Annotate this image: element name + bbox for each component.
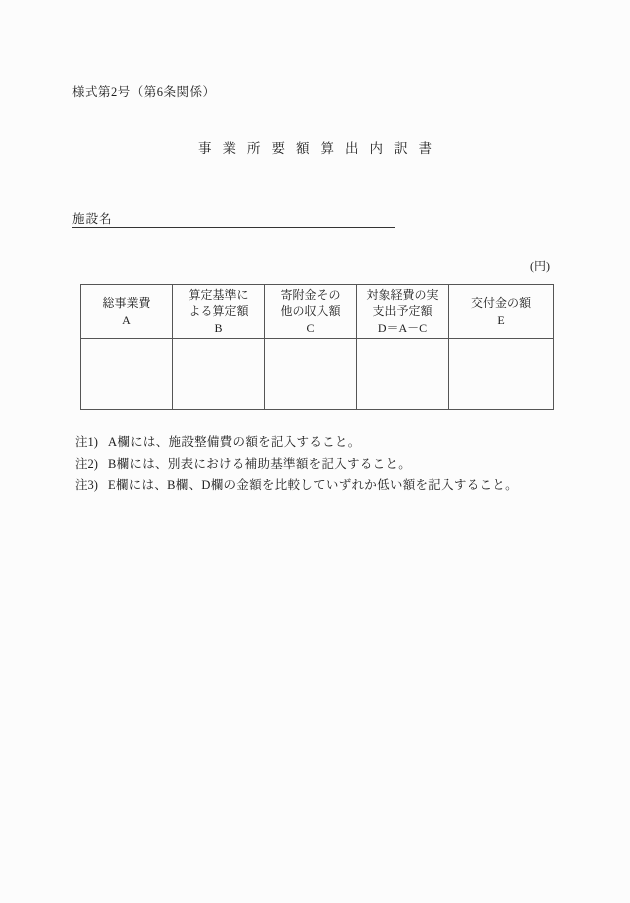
col-header-line: 支出予定額 xyxy=(372,304,433,319)
footnote-text: B欄には、別表における補助基準額を記入すること。 xyxy=(108,456,412,471)
col-header-code: E xyxy=(497,312,505,327)
footnote-label: 注2) xyxy=(75,456,98,471)
page-title: 事業所要額算出内訳書 xyxy=(198,141,443,156)
col-header-line: よる算定額 xyxy=(188,304,249,319)
col-header-code: B xyxy=(214,320,223,335)
col-header-line: 他の収入額 xyxy=(280,304,341,319)
col-header-line: 総事業費 xyxy=(102,296,151,310)
col-header-code: C xyxy=(306,320,315,335)
footnote-text: E欄には、B欄、D欄の金額を比較していずれか低い額を記入すること。 xyxy=(108,478,518,492)
calculation-table xyxy=(80,284,554,410)
footnote-text: A欄には、施設整備費の額を記入すること。 xyxy=(108,435,361,449)
footnote-label: 注3) xyxy=(75,478,98,492)
footnote-label: 注1) xyxy=(75,435,98,449)
calculation-table-header xyxy=(81,285,554,339)
footnote-1 xyxy=(75,432,518,454)
table-header-row xyxy=(81,285,554,339)
form-number: 様式第2号（第6条関係） xyxy=(72,85,216,99)
facility-name-row xyxy=(72,209,395,228)
cell-planned-expenditure xyxy=(357,339,449,410)
col-header-line: 算定基準に xyxy=(188,287,249,302)
col-header-code: A xyxy=(122,312,131,327)
cell-donations-income xyxy=(265,339,357,410)
col-header-code: D＝A－C xyxy=(377,320,428,335)
footnote-2 xyxy=(75,454,518,476)
cell-total-cost xyxy=(81,339,173,410)
cell-standard-amount xyxy=(173,339,265,410)
col-header-planned-expenditure xyxy=(357,285,449,339)
currency-unit-label: (円) xyxy=(530,259,550,273)
col-header-line: 寄附金その xyxy=(280,287,341,302)
col-header-line: 対象経費の実 xyxy=(366,287,439,302)
table-row xyxy=(81,339,554,410)
col-header-grant-amount xyxy=(449,285,554,339)
footnotes xyxy=(75,432,518,497)
footnote-3 xyxy=(75,475,518,497)
col-header-line: 交付金の額 xyxy=(470,296,531,310)
col-header-donations-income xyxy=(265,285,357,339)
col-header-total-cost xyxy=(81,285,173,339)
cell-grant-amount xyxy=(449,339,554,410)
col-header-standard-amount xyxy=(173,285,265,339)
calculation-table-body xyxy=(81,339,554,410)
facility-name-label: 施設名 xyxy=(72,212,113,226)
